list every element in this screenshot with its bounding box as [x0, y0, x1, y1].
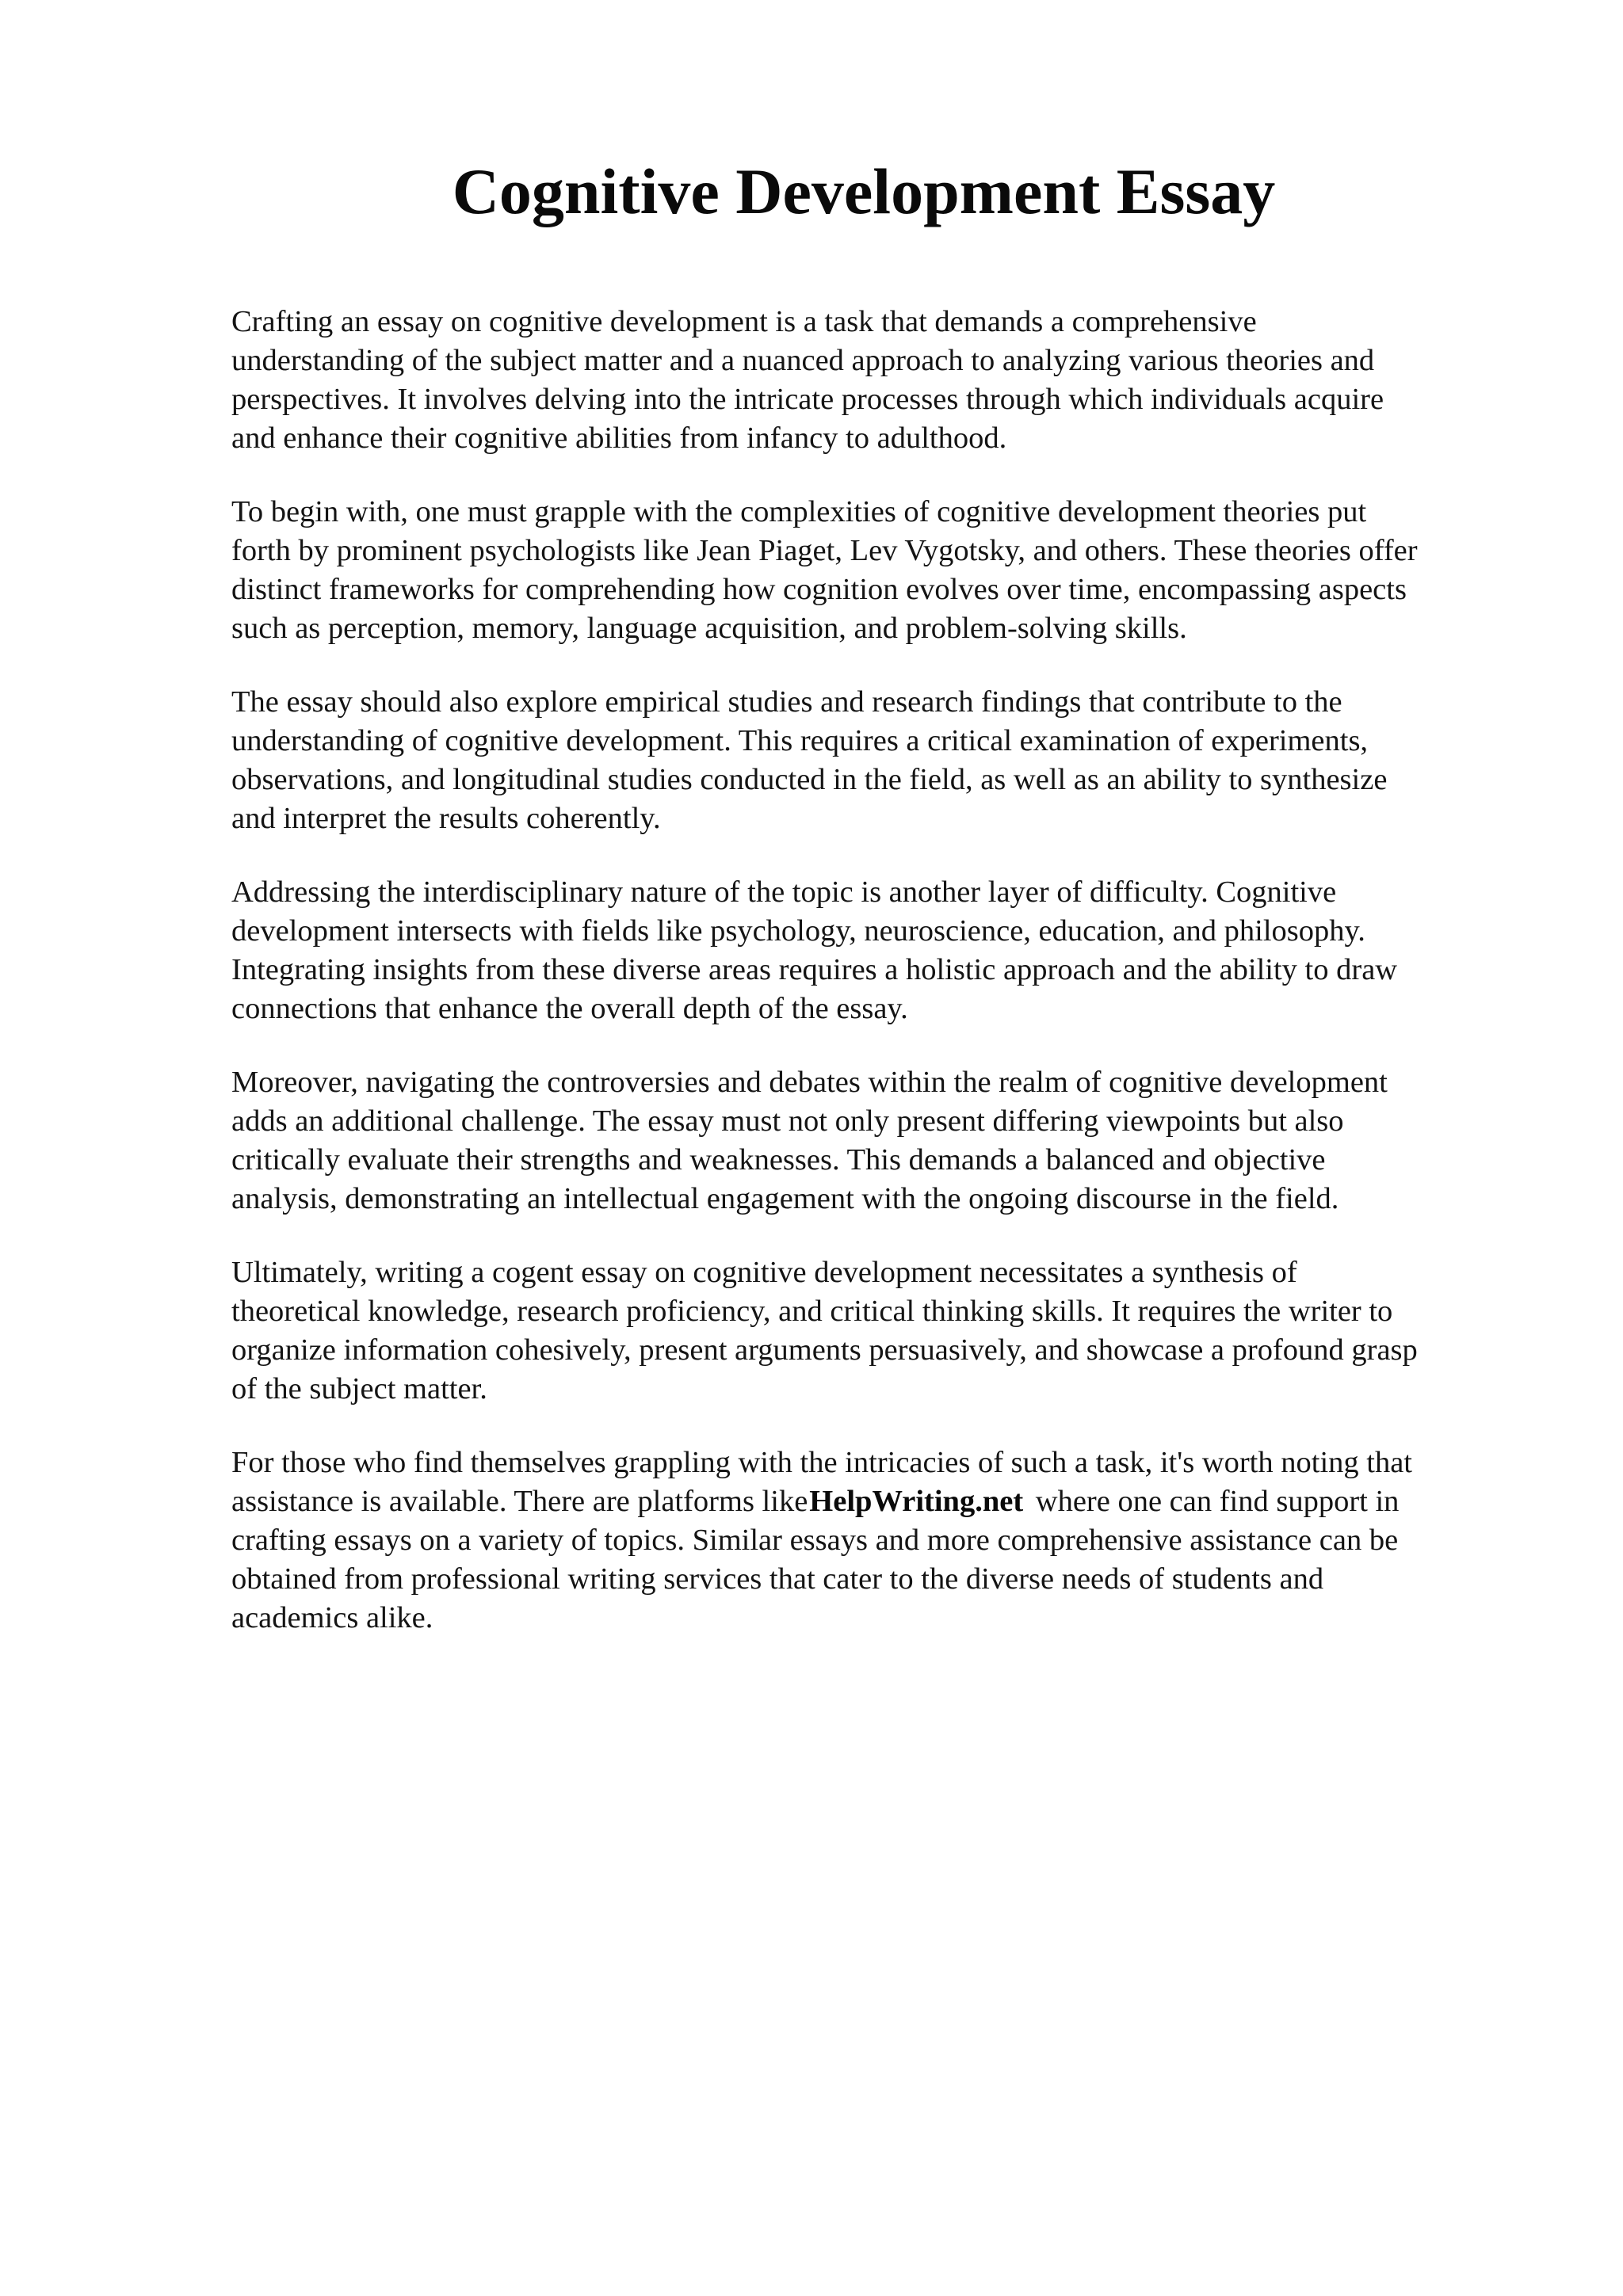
text-line: organize information cohesively, present arguments persuasively, and showcase a profound grasp [231, 1333, 1418, 1367]
text-fragment: assistance is available. There are platforms like [231, 1485, 808, 1518]
text-line: observations, and longitudinal studies conducted in the field, as well as an ability to synthesize [231, 763, 1388, 796]
paragraph-4 [231, 873, 1531, 1028]
text-line: The essay should also explore empirical studies and research findings that contribute to the [231, 685, 1342, 719]
text-line: crafting essays on a variety of topics. Similar essays and more comprehensive assistance can be [231, 1524, 1399, 1557]
paragraph-1 [231, 303, 1531, 458]
text-line: understanding of cognitive development. This requires a critical examination of experiments, [231, 724, 1369, 757]
text-line: theoretical knowledge, research proficiency, and critical thinking skills. It requires the writer to [231, 1295, 1393, 1328]
text-line: Moreover, navigating the controversies and debates within the realm of cognitive development [231, 1066, 1388, 1099]
paragraph-2 [231, 493, 1531, 648]
text-line: To begin with, one must grapple with the complexities of cognitive development theories put [231, 495, 1367, 528]
document-title: Cognitive Development Essay [452, 155, 1276, 227]
text-line: analysis, demonstrating an intellectual engagement with the ongoing discourse in the field. [231, 1182, 1339, 1215]
text-line: and interpret the results coherently. [231, 802, 661, 835]
text-line: such as perception, memory, language acquisition, and problem-solving skills. [231, 612, 1187, 645]
text-line: distinct frameworks for comprehending how cognition evolves over time, encompassing aspects [231, 573, 1407, 606]
text-line: For those who find themselves grappling with the intricacies of such a task, it's worth noting that [231, 1446, 1412, 1479]
text-line: development intersects with fields like psychology, neuroscience, education, and philosophy. [231, 914, 1365, 948]
paragraph-6 [231, 1253, 1531, 1409]
text-fragment: where one can find support in [1028, 1485, 1400, 1518]
text-line: Crafting an essay on cognitive development is a task that demands a comprehensive [231, 305, 1257, 338]
text-line: academics alike. [231, 1601, 433, 1634]
text-line: understanding of the subject matter and a nuanced approach to analyzing various theories and [231, 344, 1375, 377]
text-line-with-link [231, 1482, 1531, 1521]
paragraph-7 [231, 1444, 1531, 1638]
helpwriting-link[interactable]: HelpWriting.net [809, 1485, 1024, 1518]
text-line: obtained from professional writing services that cater to the diverse needs of students and [231, 1562, 1324, 1596]
text-line: Integrating insights from these diverse areas requires a holistic approach and the ability to draw [231, 953, 1398, 986]
essay-body [231, 303, 1531, 1672]
text-line: Ultimately, writing a cogent essay on cognitive development necessitates a synthesis of [231, 1256, 1297, 1289]
paragraph-3 [231, 683, 1531, 838]
text-line: perspectives. It involves delving into the intricate processes through which individuals acquire [231, 383, 1384, 416]
text-line: adds an additional challenge. The essay must not only present differing viewpoints but also [231, 1104, 1344, 1138]
text-line: Addressing the interdisciplinary nature of the topic is another layer of difficulty. Cognitive [231, 875, 1337, 909]
text-line: connections that enhance the overall depth of the essay. [231, 992, 908, 1025]
paragraph-5 [231, 1063, 1531, 1219]
text-line: critically evaluate their strengths and weaknesses. This demands a balanced and objective [231, 1143, 1326, 1177]
text-line: forth by prominent psychologists like Jean Piaget, Lev Vygotsky, and others. These theories offer [231, 534, 1418, 567]
text-line: of the subject matter. [231, 1372, 487, 1405]
text-line: and enhance their cognitive abilities from infancy to adulthood. [231, 421, 1007, 455]
